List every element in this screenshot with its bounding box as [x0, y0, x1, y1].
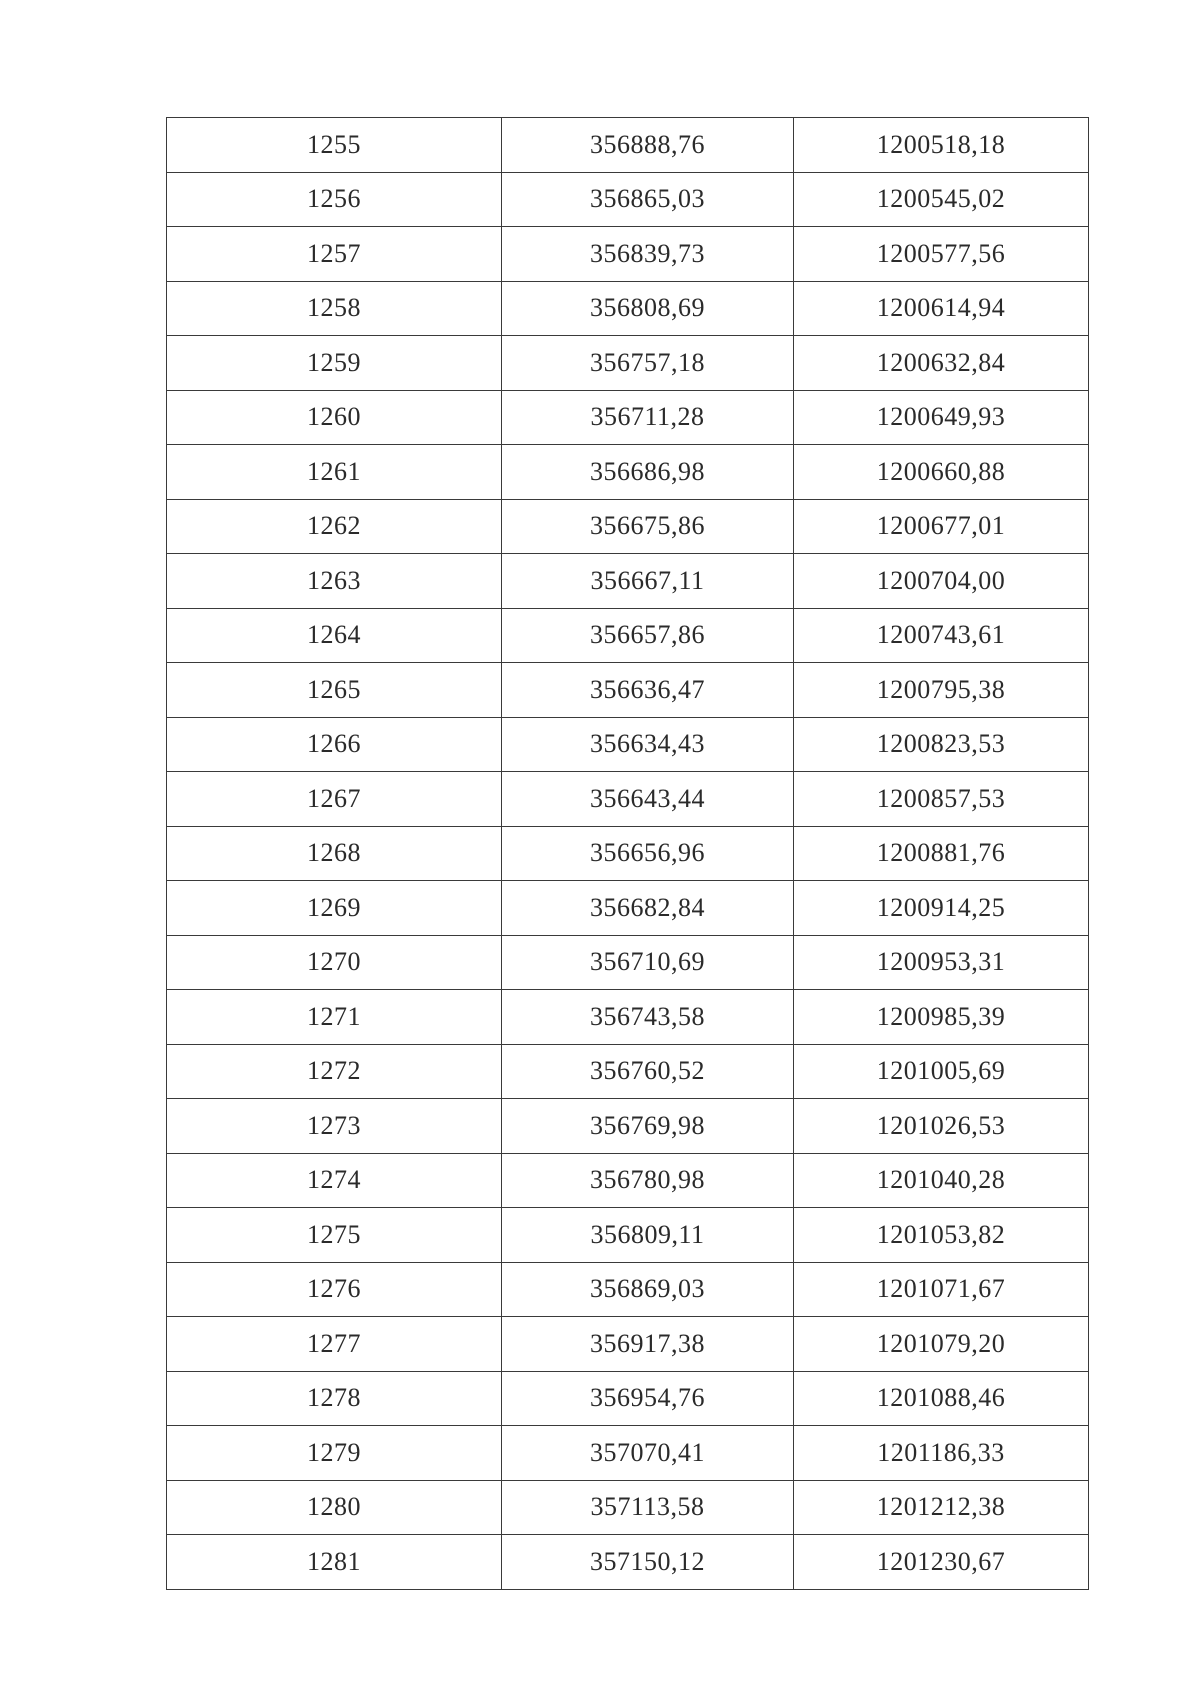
- table-row: [167, 1208, 1089, 1263]
- point-number-cell: 1278: [167, 1371, 502, 1426]
- table-row: [167, 1480, 1089, 1535]
- point-number-cell: 1258: [167, 281, 502, 336]
- y-coordinate-cell: 1200743,61: [794, 608, 1089, 663]
- table-row: [167, 990, 1089, 1045]
- y-coordinate-cell: 1200914,25: [794, 881, 1089, 936]
- table-row: [167, 1262, 1089, 1317]
- x-coordinate-cell: 357150,12: [502, 1535, 794, 1590]
- table-row: [167, 881, 1089, 936]
- x-coordinate-cell: 356888,76: [502, 118, 794, 173]
- y-coordinate-cell: 1200857,53: [794, 772, 1089, 827]
- y-coordinate-cell: 1200881,76: [794, 826, 1089, 881]
- x-coordinate-cell: 356808,69: [502, 281, 794, 336]
- x-coordinate-cell: 356917,38: [502, 1317, 794, 1372]
- x-coordinate-cell: 356710,69: [502, 935, 794, 990]
- coordinates-table: [166, 117, 1089, 1590]
- x-coordinate-cell: 356780,98: [502, 1153, 794, 1208]
- x-coordinate-cell: 356657,86: [502, 608, 794, 663]
- y-coordinate-cell: 1200704,00: [794, 554, 1089, 609]
- table-row: [167, 554, 1089, 609]
- x-coordinate-cell: 356809,11: [502, 1208, 794, 1263]
- point-number-cell: 1266: [167, 717, 502, 772]
- y-coordinate-cell: 1201005,69: [794, 1044, 1089, 1099]
- point-number-cell: 1259: [167, 336, 502, 391]
- table-row: [167, 1099, 1089, 1154]
- y-coordinate-cell: 1200823,53: [794, 717, 1089, 772]
- point-number-cell: 1256: [167, 172, 502, 227]
- table-row: [167, 499, 1089, 554]
- y-coordinate-cell: 1201212,38: [794, 1480, 1089, 1535]
- table-row: [167, 717, 1089, 772]
- y-coordinate-cell: 1201040,28: [794, 1153, 1089, 1208]
- table-row: [167, 336, 1089, 391]
- x-coordinate-cell: 356865,03: [502, 172, 794, 227]
- x-coordinate-cell: 356743,58: [502, 990, 794, 1045]
- y-coordinate-cell: 1201079,20: [794, 1317, 1089, 1372]
- point-number-cell: 1276: [167, 1262, 502, 1317]
- table-row: [167, 1317, 1089, 1372]
- table-row: [167, 935, 1089, 990]
- table-row: [167, 608, 1089, 663]
- x-coordinate-cell: 356667,11: [502, 554, 794, 609]
- point-number-cell: 1274: [167, 1153, 502, 1208]
- x-coordinate-cell: 356656,96: [502, 826, 794, 881]
- table-row: [167, 772, 1089, 827]
- table-row: [167, 227, 1089, 282]
- point-number-cell: 1255: [167, 118, 502, 173]
- y-coordinate-cell: 1201230,67: [794, 1535, 1089, 1590]
- table-row: [167, 1426, 1089, 1481]
- point-number-cell: 1279: [167, 1426, 502, 1481]
- x-coordinate-cell: 356869,03: [502, 1262, 794, 1317]
- point-number-cell: 1277: [167, 1317, 502, 1372]
- table-row: [167, 172, 1089, 227]
- y-coordinate-cell: 1200795,38: [794, 663, 1089, 718]
- table-row: [167, 1044, 1089, 1099]
- point-number-cell: 1257: [167, 227, 502, 282]
- point-number-cell: 1269: [167, 881, 502, 936]
- x-coordinate-cell: 356634,43: [502, 717, 794, 772]
- point-number-cell: 1268: [167, 826, 502, 881]
- point-number-cell: 1281: [167, 1535, 502, 1590]
- x-coordinate-cell: 356675,86: [502, 499, 794, 554]
- y-coordinate-cell: 1200649,93: [794, 390, 1089, 445]
- point-number-cell: 1273: [167, 1099, 502, 1154]
- table-row: [167, 390, 1089, 445]
- point-number-cell: 1260: [167, 390, 502, 445]
- table-row: [167, 118, 1089, 173]
- point-number-cell: 1263: [167, 554, 502, 609]
- table-row: [167, 663, 1089, 718]
- x-coordinate-cell: 357070,41: [502, 1426, 794, 1481]
- y-coordinate-cell: 1200577,56: [794, 227, 1089, 282]
- y-coordinate-cell: 1201186,33: [794, 1426, 1089, 1481]
- point-number-cell: 1271: [167, 990, 502, 1045]
- x-coordinate-cell: 356636,47: [502, 663, 794, 718]
- y-coordinate-cell: 1200632,84: [794, 336, 1089, 391]
- y-coordinate-cell: 1200614,94: [794, 281, 1089, 336]
- x-coordinate-cell: 356686,98: [502, 445, 794, 500]
- x-coordinate-cell: 356954,76: [502, 1371, 794, 1426]
- coordinates-table-body: [167, 118, 1089, 1590]
- x-coordinate-cell: 356682,84: [502, 881, 794, 936]
- point-number-cell: 1262: [167, 499, 502, 554]
- point-number-cell: 1275: [167, 1208, 502, 1263]
- table-row: [167, 1535, 1089, 1590]
- x-coordinate-cell: 356839,73: [502, 227, 794, 282]
- table-row: [167, 1153, 1089, 1208]
- y-coordinate-cell: 1200518,18: [794, 118, 1089, 173]
- x-coordinate-cell: 356711,28: [502, 390, 794, 445]
- y-coordinate-cell: 1201088,46: [794, 1371, 1089, 1426]
- table-row: [167, 1371, 1089, 1426]
- x-coordinate-cell: 356643,44: [502, 772, 794, 827]
- y-coordinate-cell: 1201026,53: [794, 1099, 1089, 1154]
- x-coordinate-cell: 356769,98: [502, 1099, 794, 1154]
- point-number-cell: 1267: [167, 772, 502, 827]
- y-coordinate-cell: 1200660,88: [794, 445, 1089, 500]
- table-row: [167, 445, 1089, 500]
- point-number-cell: 1272: [167, 1044, 502, 1099]
- x-coordinate-cell: 356757,18: [502, 336, 794, 391]
- point-number-cell: 1265: [167, 663, 502, 718]
- y-coordinate-cell: 1200953,31: [794, 935, 1089, 990]
- y-coordinate-cell: 1200677,01: [794, 499, 1089, 554]
- y-coordinate-cell: 1200545,02: [794, 172, 1089, 227]
- point-number-cell: 1261: [167, 445, 502, 500]
- point-number-cell: 1280: [167, 1480, 502, 1535]
- point-number-cell: 1270: [167, 935, 502, 990]
- table-row: [167, 281, 1089, 336]
- table-row: [167, 826, 1089, 881]
- y-coordinate-cell: 1201071,67: [794, 1262, 1089, 1317]
- x-coordinate-cell: 356760,52: [502, 1044, 794, 1099]
- x-coordinate-cell: 357113,58: [502, 1480, 794, 1535]
- y-coordinate-cell: 1200985,39: [794, 990, 1089, 1045]
- y-coordinate-cell: 1201053,82: [794, 1208, 1089, 1263]
- point-number-cell: 1264: [167, 608, 502, 663]
